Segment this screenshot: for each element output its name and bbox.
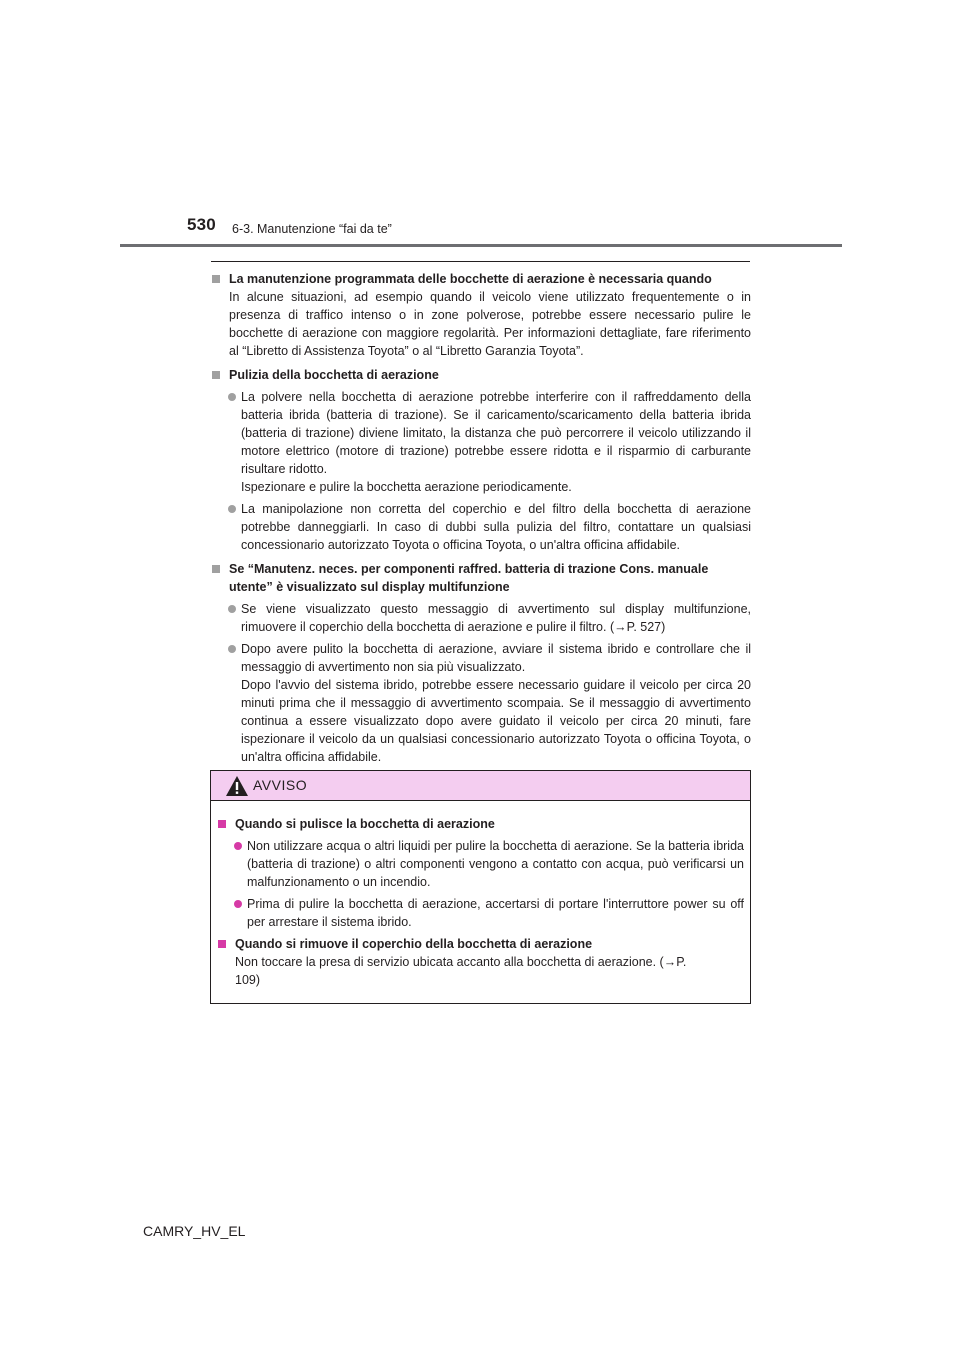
list-item-text: Dopo avere pulito la bocchetta di aerazione, avviare il sistema ibrido e controllare che il messaggio di avvertimento non sia più visualizzato. — [241, 642, 751, 674]
section-heading — [211, 270, 751, 288]
section-paragraph: In alcune situazioni, ad esempio quando il veicolo viene utilizzato frequentemente o in presenza di traffico intenso o in zone polverose, potrebbe essere necessario pulire le bocchette di aerazione con maggiore regolarità. Per informazioni dettagliate, fare riferimento al “Libretto di Assistenza Toyota” o al “Libretto Garanzia Toyota”. — [229, 290, 751, 358]
section-title: 6-3. Manutenzione “fai da te” — [232, 222, 392, 236]
circle-bullet-icon — [228, 393, 236, 401]
list-item-text: Ispezionare e pulire la bocchetta aerazione periodicamente. — [241, 480, 572, 494]
section-heading-text: La manutenzione programmata delle bocchette di aerazione è necessaria quando — [229, 272, 712, 286]
warning-heading — [217, 935, 744, 953]
circle-bullet-icon — [228, 645, 236, 653]
section-heading-text: Se “Manutenz. neces. per componenti raffred. batteria di trazione Cons. manuale utente” è visualizzato sul display multifunzione — [229, 562, 709, 594]
list-item-text: Dopo l'avvio del sistema ibrido, potrebbe essere necessario guidare il veicolo per circa 20 minuti prima che il messaggio di avvertimento scompaia. Se il messaggio di avvertimento continua a essere visualizzato dopo avere guidato il veicolo per circa 20 minuti, fare ispezionare il veicolo da un qualsiasi concessionario autorizzato Toyota o officina Toyota, o un'altra officina affidabile. — [241, 678, 751, 764]
warning-header — [211, 771, 750, 801]
warning-heading — [217, 815, 744, 833]
warning-body — [211, 801, 750, 989]
circle-bullet-icon — [234, 842, 242, 850]
list-item — [211, 388, 751, 496]
list-item-text: Se viene visualizzato questo messaggio di avvertimento sul display multifunzione, rimuovere il coperchio della bocchetta di aerazione e pulire il filtro. (→P. 527) — [241, 602, 751, 634]
warning-heading-text: Quando si rimuove il coperchio della bocchetta di aerazione — [235, 937, 593, 951]
square-bullet-icon — [212, 565, 220, 573]
divider — [211, 261, 750, 262]
list-item-text: Prima di pulire la bocchetta di aerazione, accertarsi di portare l'interruttore power su off per arrestare il sistema ibrido. — [247, 897, 744, 929]
warning-paragraph: Non toccare la presa di servizio ubicata accanto alla bocchetta di aerazione. (→P. 109) — [235, 955, 687, 987]
square-bullet-icon — [218, 820, 226, 828]
list-item-text: La polvere nella bocchetta di aerazione potrebbe interferire con il raffreddamento della batteria ibrida (batteria di trazione). Se il caricamento/scaricamento della batteria ibrida (batteria di trazione) diviene limitato, la distanza che può percorrere il veicolo utilizzando il motore elettrico (motore di trazione) potrebbe essere ridotta e il risparmio di carburante risultare ridotto. — [241, 390, 751, 476]
list-item — [211, 600, 751, 636]
warning-heading-text: Quando si pulisce la bocchetta di aerazione — [235, 817, 495, 831]
main-content — [211, 266, 751, 766]
warning-title: AVVISO — [253, 777, 308, 793]
square-bullet-icon — [212, 371, 220, 379]
header-rule — [120, 244, 842, 247]
list-item — [217, 895, 744, 931]
warning-triangle-icon — [225, 775, 249, 797]
circle-bullet-icon — [228, 505, 236, 513]
list-item — [211, 500, 751, 554]
circle-bullet-icon — [234, 900, 242, 908]
section-heading — [211, 560, 751, 596]
circle-bullet-icon — [228, 605, 236, 613]
square-bullet-icon — [218, 940, 226, 948]
list-item — [211, 640, 751, 766]
model-code: CAMRY_HV_EL — [143, 1223, 246, 1239]
section-heading-text: Pulizia della bocchetta di aerazione — [229, 368, 439, 382]
warning-box — [210, 770, 751, 1004]
list-item — [217, 837, 744, 891]
list-item-text: La manipolazione non corretta del coperchio e del filtro della bocchetta di aerazione potrebbe danneggiarli. In caso di dubbi sulla pulizia del filtro, contattare un qualsiasi concessionario autorizzato Toyota o officina Toyota, o un'altra officina affidabile. — [241, 502, 751, 552]
section-heading — [211, 366, 751, 384]
list-item-text: Non utilizzare acqua o altri liquidi per pulire la bocchetta di aerazione. Se la batteria ibrida (batteria di trazione) o altri componenti vengono a contatto con acqua, può verificarsi un malfunzionamento o un incendio. — [247, 839, 744, 889]
page-number: 530 — [187, 215, 216, 234]
square-bullet-icon — [212, 275, 220, 283]
